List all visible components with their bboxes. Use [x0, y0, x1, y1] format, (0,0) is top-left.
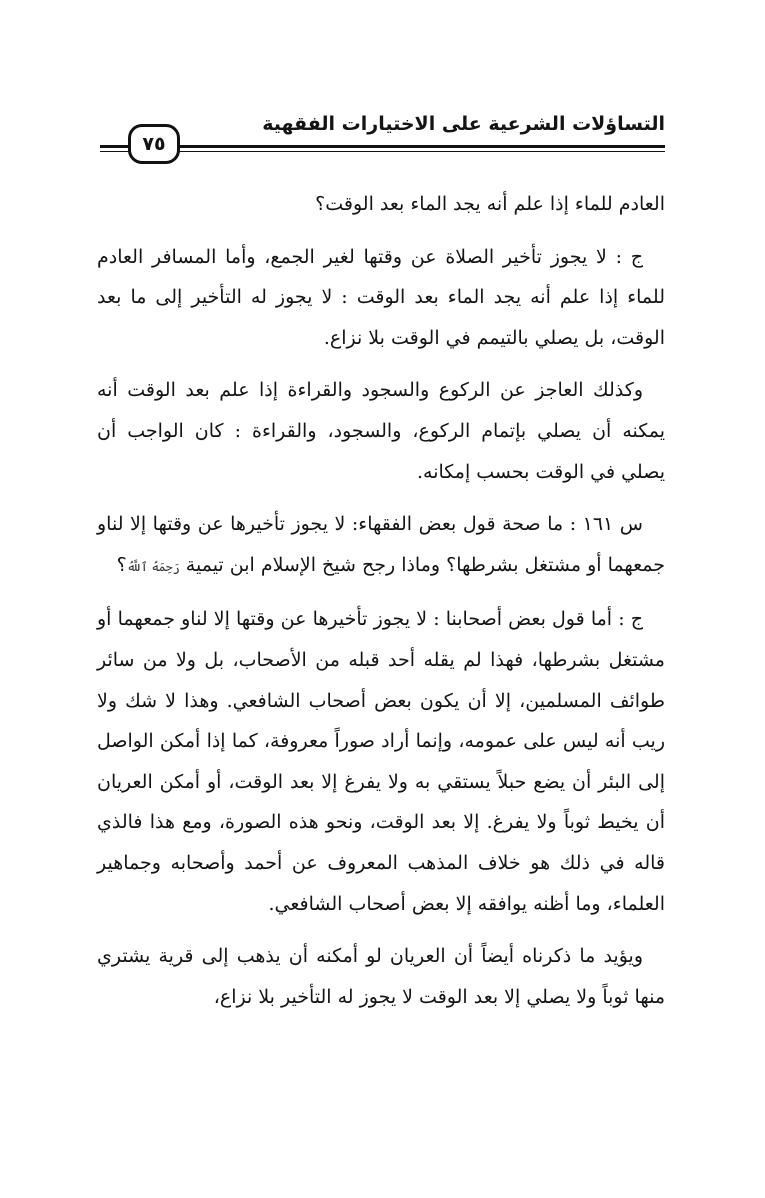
honorific-phrase: رَحِمَهُ ٱللَّهُ — [126, 559, 180, 574]
running-title: التساؤلات الشرعية على الاختيارات الفقهية — [262, 113, 665, 135]
paragraph-2-answer: ج : لا يجوز تأخير الصلاة عن وقتها لغير الجمع، وأما المسافر العادم للماء إذا علم أنه يجد الماء بعد الوقت : لا يجوز له التأخير إلى ما بعد الوقت، بل يصلي بالتيمم في الوقت بلا نزاع. — [97, 245, 665, 349]
page-number: ٧٥ — [128, 124, 180, 164]
paragraph-1: العادم للماء إذا علم أنه يجد الماء بعد الوقت؟ — [315, 193, 665, 215]
question-text: س ١٦١ : ما صحة قول بعض الفقهاء: لا يجوز تأخيرها عن وقتها إلا لناو جمعهما أو مشتغل بشرطها؟ وماذا رجح شيخ الإسلام ابن تيمية — [97, 513, 665, 576]
paragraph-5-answer: ج : أما قول بعض أصحابنا : لا يجوز تأخيرها عن وقتها إلا لناو جمعهما أو مشتغل بشرطها، فهذا لم يقله أحد قبله من الأصحاب، بل ولا من سائر طوائف المسلمين، إلا أن يكون بعض أصحاب الشافعي. وهذا لا شك ولا ريب أنه ليس على عمومه، وإنما أراد صوراً معروفة، كما إذا أمكن الواصل إلى البئر أن يضع حبلاً يستقي به ولا يفرغ إلا بعد الوقت، أو أمكن العريان أن يخيط ثوباً ولا يفرغ. إلا بعد الوقت، ونحو هذه الصورة، ومع هذا فالذي قاله في ذلك هو خلاف المذهب المعروف عن أحمد وأصحابه وجماهير العلماء، وما أظنه يوافقه إلا بعض أصحاب الشافعي. — [97, 608, 665, 915]
header-rule-thin — [100, 151, 665, 152]
paragraph-4-question-161 — [97, 504, 665, 587]
body-text — [97, 184, 665, 1029]
paragraph-6: ويؤيد ما ذكرناه أيضاً أن العريان لو أمكنه أن يذهب إلى قرية يشتري منها ثوباً ولا يصلي إلا بعد الوقت لا يجوز له التأخير بلا نزاع، — [97, 945, 665, 1008]
question-mark: ؟ — [116, 553, 127, 576]
paragraph-3: وكذلك العاجز عن الركوع والسجود والقراءة إذا علم بعد الوقت أنه يمكنه أن يصلي بإتمام الركوع، والسجود، والقراءة : كان الواجب أن يصلي في الوقت بحسب إمكانه. — [97, 379, 666, 483]
header-rule-thick — [100, 145, 665, 148]
